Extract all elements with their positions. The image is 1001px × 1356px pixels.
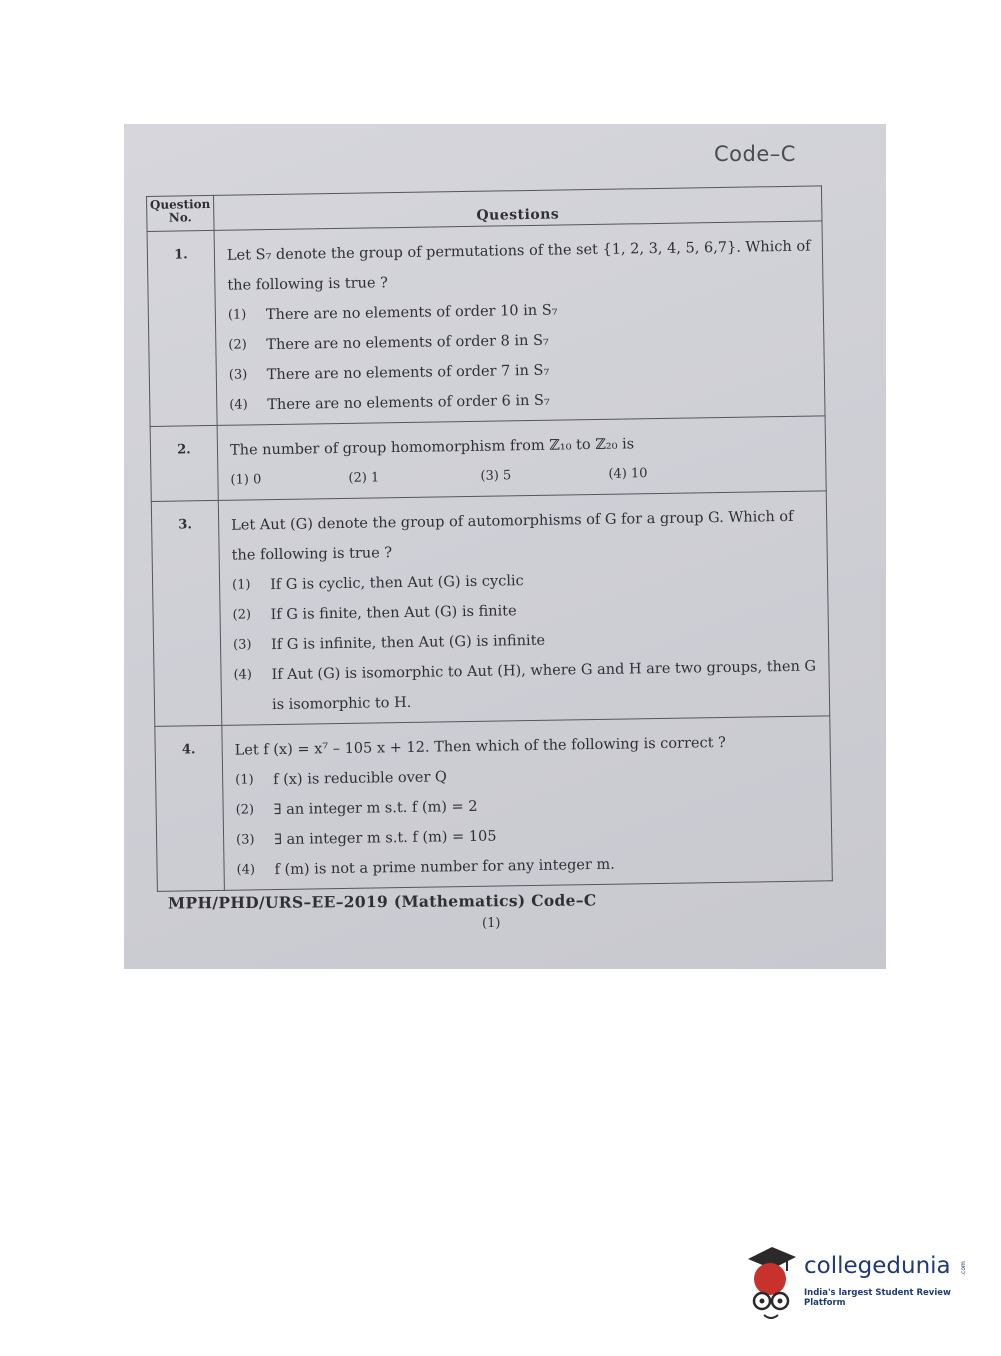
mascot-icon	[742, 1243, 802, 1323]
question-text: Let f (x) = x⁷ – 105 x + 12. Then which of the following is correct ?	[234, 734, 726, 759]
question-body	[214, 221, 825, 426]
option-number: (1)	[235, 772, 254, 788]
option-number: (3)	[236, 832, 255, 848]
question-number: 1.	[147, 230, 217, 426]
option-number: (2)	[235, 802, 255, 818]
option-text: If Aut (G) is isomorphic to Aut (H), where G and H are two groups, then G is isomorphic to H.	[271, 658, 817, 714]
question-body	[217, 416, 826, 501]
option-text: There are no elements of order 10 in S₇	[265, 302, 558, 324]
question-text: Let Aut (G) denote the group of automorphisms of G for a group G. Which of the following is true ?	[231, 508, 794, 564]
option: (3) 5	[480, 468, 512, 484]
question-row-2	[150, 416, 826, 502]
option-text: f (x) is reducible over Q	[273, 769, 447, 789]
question-text: Let S₇ denote the group of permutations of the set {1, 2, 3, 4, 5, 6,7}. Which of the following is true ?	[226, 238, 811, 294]
option-number: (1)	[227, 307, 247, 323]
question-row-4	[155, 716, 833, 892]
option: (1) 0	[230, 472, 262, 488]
option-number: (3)	[232, 637, 252, 653]
option-number: (4)	[229, 397, 248, 413]
collegedunia-logo[interactable]	[742, 1243, 972, 1323]
question-row-1	[147, 221, 825, 427]
option-text: ∃ an integer m s.t. f (m) = 2	[273, 798, 478, 819]
code-label: Code–C	[714, 142, 796, 166]
header-question-no: Question No.	[147, 195, 215, 231]
option-number: (2)	[228, 337, 247, 353]
option: (4) 10	[608, 466, 648, 482]
option-text: f (m) is not a prime number for any integer m.	[274, 856, 615, 879]
question-table-container	[146, 185, 833, 892]
footer-exam-code: MPH/PHD/URS–EE–2019 (Mathematics) Code–C	[167, 890, 597, 913]
logo-tagline: India's largest Student Review Platform	[804, 1288, 951, 1308]
question-table	[146, 185, 833, 892]
question-body	[222, 716, 833, 891]
logo-name: collegedunia	[804, 1253, 951, 1279]
option-text: If G is infinite, then Aut (G) is infinite	[270, 632, 546, 654]
question-number: 4.	[155, 725, 225, 891]
page-number: (1)	[482, 916, 501, 931]
option: (2) 1	[348, 470, 380, 486]
question-text: The number of group homomorphism from ℤ₁₀ to ℤ₂₀ is	[229, 436, 635, 459]
question-body	[218, 491, 829, 726]
option-number: (2)	[232, 607, 252, 623]
option-text: There are no elements of order 6 in S₇	[267, 392, 550, 414]
option-text: If G is cyclic, then Aut (G) is cyclic	[270, 573, 524, 594]
logo-suffix: .com	[959, 1261, 967, 1276]
option-text: There are no elements of order 8 in S₇	[266, 332, 549, 354]
header-questions: Questions	[213, 186, 821, 231]
option-text: There are no elements of order 7 in S₇	[266, 362, 550, 384]
option-number: (4)	[233, 667, 253, 683]
option-text: If G is finite, then Aut (G) is finite	[270, 603, 517, 624]
option-number: (3)	[228, 367, 248, 383]
option-number: (4)	[236, 862, 256, 878]
option-text: ∃ an integer m s.t. f (m) = 105	[274, 828, 497, 849]
question-number: 3.	[151, 500, 222, 726]
option	[233, 651, 821, 720]
question-number: 2.	[150, 425, 218, 501]
question-row-3	[151, 491, 829, 727]
option-number: (1)	[232, 577, 251, 593]
